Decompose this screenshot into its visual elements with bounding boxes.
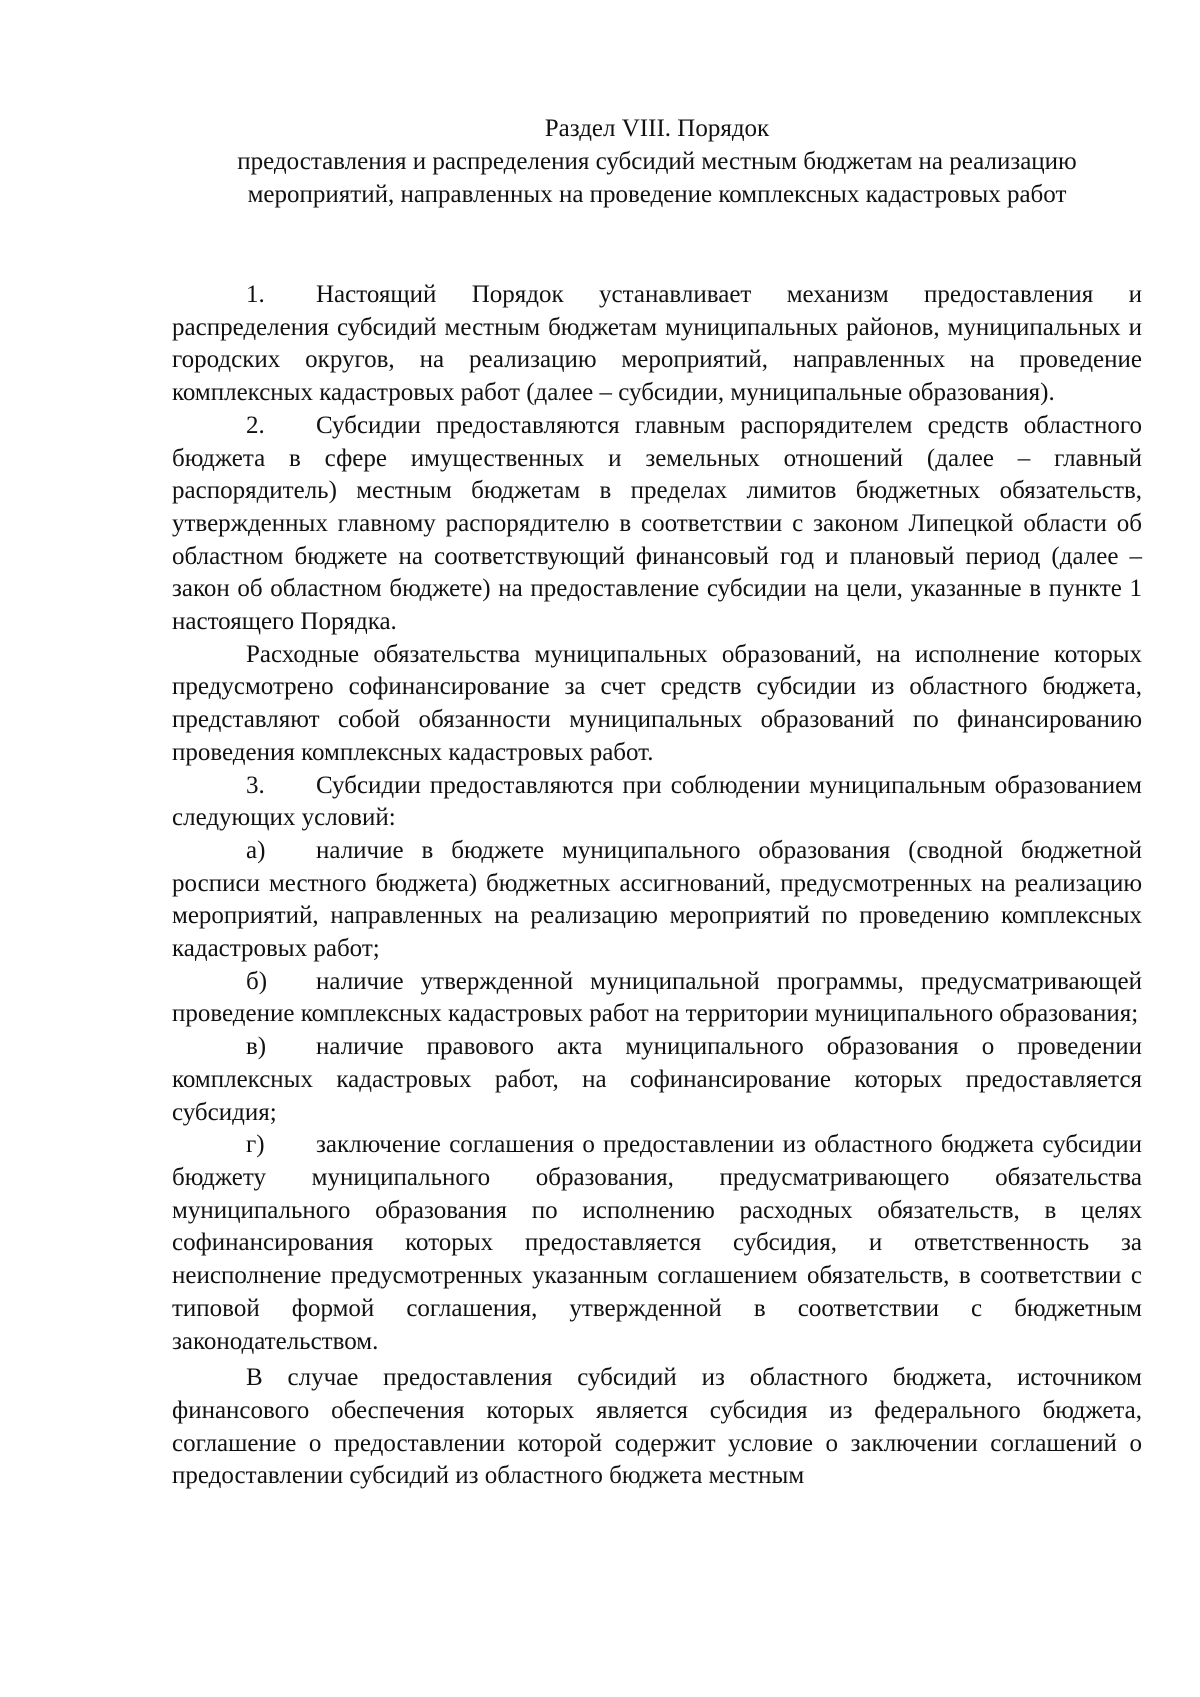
- paragraph-marker: 2.: [246, 411, 265, 439]
- paragraph-1: [172, 279, 1142, 410]
- condition-marker: в): [246, 1033, 267, 1061]
- condition-d: [172, 1129, 1142, 1358]
- paragraph-text: Настоящий Порядок устанавливает механизм предоставления и распределения субсидий местным бюджетам муниципальных районов, муниципальных и городских округов, на реализацию мероприятий, направленных на проведение комплексных кадастровых работ (далее – субсидии, муниципальные образования).: [172, 281, 1142, 407]
- section-title: Раздел VIII. Порядок: [544, 115, 770, 142]
- paragraph-3: [172, 770, 1142, 835]
- condition-marker: б): [246, 967, 268, 995]
- paragraph-federal-subsidy: [172, 1362, 1142, 1493]
- condition-marker: г): [246, 1131, 265, 1159]
- condition-c: [172, 1031, 1142, 1129]
- section-subtitle-line-1: предоставления и распределения субсидий местным бюджетам на реализацию: [237, 148, 1077, 175]
- section-subtitle-line-2: мероприятий, направленных на проведение комплексных кадастровых работ: [247, 181, 1067, 208]
- paragraph-text: В случае предоставления субсидий из областного бюджета, источником финансового обеспечения которых является субсидия из федерального бюджета, соглашение о предоставлении которой содержит условие о заключении соглашений о предоставлении субсидий из областного бюджета местным: [172, 1364, 1142, 1490]
- paragraph-text: Субсидии предоставляются главным распорядителем средств областного бюджета в сфере имущественных и земельных отношений (далее – главный распорядитель) местным бюджетам в пределах лимитов бюджетных обязательств, утвержденных главному распорядителю в соответствии с законом Липецкой области об областном бюджете на соответствующий финансовый год и плановый период (далее – закон об областном бюджете) на предоставление субсидии на цели, указанные в пункте 1 настоящего Порядка.: [172, 411, 1142, 636]
- condition-marker: а): [246, 836, 266, 864]
- paragraph-marker: 1.: [246, 281, 265, 308]
- section-heading: [172, 112, 1142, 211]
- document-body: [172, 279, 1142, 1493]
- paragraph-2-continuation: [172, 639, 1142, 770]
- condition-b: [172, 966, 1142, 1031]
- paragraph-marker: 3.: [246, 771, 265, 799]
- condition-text: наличие в бюджете муниципального образования (сводной бюджетной росписи местного бюджета) бюджетных ассигнований, предусмотренных на реализацию мероприятий, направленных на реализацию мероприятий по проведению комплексных кадастровых работ;: [172, 836, 1142, 963]
- condition-text: наличие правового акта муниципального образования о проведении комплексных кадастровых работ, на софинансирование которых предоставляется субсидия;: [172, 1033, 1142, 1126]
- condition-text: наличие утвержденной муниципальной программы, предусматривающей проведение комплексных кадастровых работ на территории муниципального образования;: [172, 967, 1142, 1028]
- condition-text: заключение соглашения о предоставлении из областного бюджета субсидии бюджету муниципального образования, предусматривающего обязательства муниципального образования по исполнению расходных обязательств, в целях софинансирования которых предоставляется субсидия, и ответственность за неисполнение предусмотренных указанным соглашением обязательств, в соответствии с типовой формой соглашения, утвержденной в соответствии с бюджетным законодательством.: [172, 1131, 1142, 1355]
- paragraph-text: Субсидии предоставляются при соблюдении муниципальным образованием следующих условий:: [172, 771, 1142, 832]
- paragraph-2: [172, 410, 1142, 639]
- condition-a: [172, 835, 1142, 966]
- paragraph-text: Расходные обязательства муниципальных образований, на исполнение которых предусмотрено софинансирование за счет средств субсидии из областного бюджета, представляют собой обязанности муниципальных образований по финансированию проведения комплексных кадастровых работ.: [172, 640, 1142, 766]
